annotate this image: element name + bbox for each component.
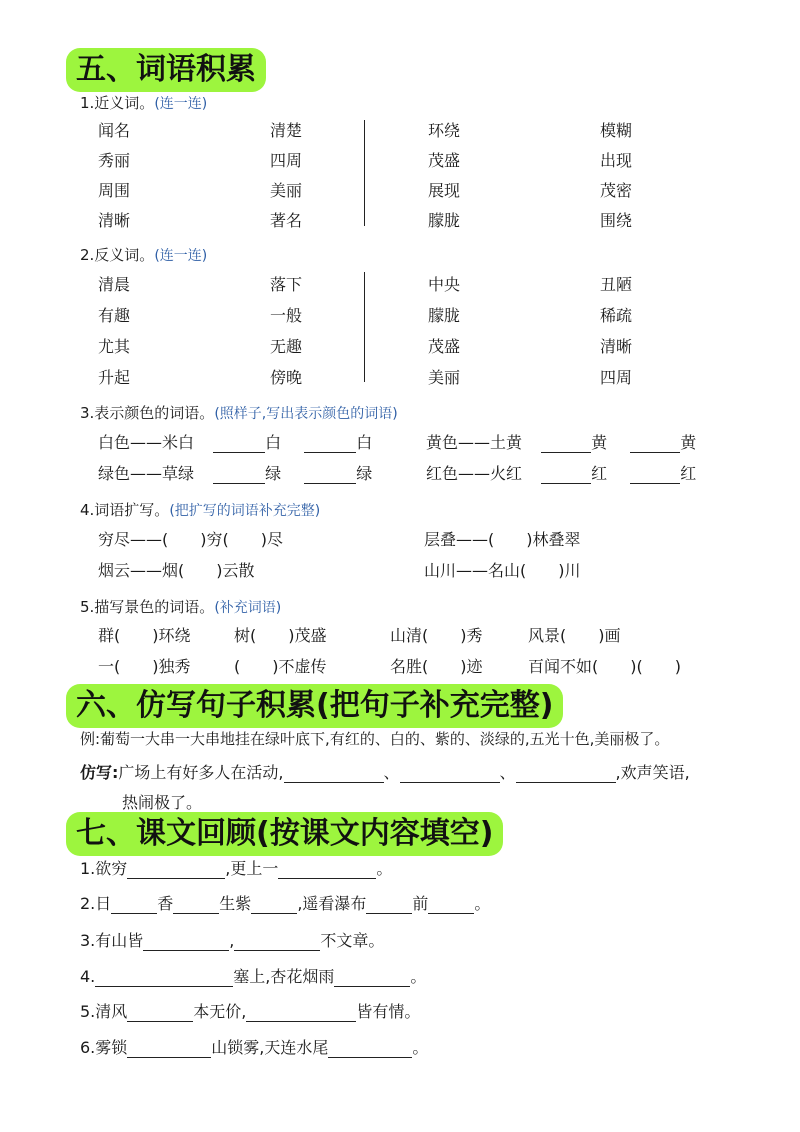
- q1-divider: [364, 120, 365, 226]
- recall-line-3: [80, 928, 384, 951]
- q4-title: [80, 499, 320, 520]
- q3-row-1-right: [426, 430, 696, 453]
- q5-item[interactable]: 树( )茂盛: [234, 626, 327, 645]
- recall-text: 。: [376, 859, 393, 878]
- q2-word[interactable]: 尤其: [98, 337, 131, 356]
- q1-word[interactable]: 四周: [270, 151, 303, 170]
- q4-item[interactable]: 层叠——( )林叠翠: [424, 530, 581, 549]
- q1-word[interactable]: 著名: [270, 211, 303, 230]
- imitation-blank[interactable]: [516, 766, 616, 783]
- recall-text: 香: [157, 894, 174, 913]
- q2-word[interactable]: 茂盛: [428, 337, 461, 356]
- q5-item[interactable]: 百闻不如( )( ): [528, 657, 681, 676]
- q3-blank[interactable]: [213, 436, 265, 453]
- q1-title-text: 1.近义词。: [80, 94, 155, 112]
- q3-blank[interactable]: [304, 467, 356, 484]
- q5-item[interactable]: 风景( )画: [528, 626, 621, 645]
- recall-blank[interactable]: [278, 862, 376, 879]
- q3-char: 白: [356, 433, 373, 452]
- imitation-text-b: ,欢声笑语,: [615, 763, 690, 782]
- recall-blank[interactable]: [234, 934, 320, 951]
- q1-word[interactable]: 秀丽: [98, 151, 131, 170]
- q2-divider: [364, 272, 365, 382]
- q5-item[interactable]: ( )不虚传: [234, 657, 327, 676]
- q5-item[interactable]: 一( )独秀: [98, 657, 191, 676]
- recall-blank[interactable]: [143, 934, 229, 951]
- q3-char: 绿: [356, 464, 373, 483]
- q3-title: [80, 402, 398, 423]
- q2-word[interactable]: 清晨: [98, 275, 131, 294]
- q3-row-2-right: [426, 461, 696, 484]
- recall-text: 塞上,杏花烟雨: [233, 967, 335, 986]
- q2-word[interactable]: 升起: [98, 368, 131, 387]
- q1-word[interactable]: 朦胧: [428, 211, 461, 230]
- q2-word[interactable]: 丑陋: [600, 275, 633, 294]
- recall-text: ,: [229, 931, 235, 950]
- recall-text: 6.雾锁: [80, 1038, 128, 1057]
- q3-blank[interactable]: [213, 467, 265, 484]
- imitation-sep: 、: [499, 763, 516, 782]
- recall-blank[interactable]: [246, 1005, 356, 1022]
- recall-text: 。: [410, 967, 427, 986]
- q3-row-1: [98, 430, 372, 453]
- recall-blank[interactable]: [366, 897, 412, 914]
- q4-hint: (把扩写的词语补充完整): [169, 503, 321, 519]
- q1-word[interactable]: 茂盛: [428, 151, 461, 170]
- q3-example: 绿色——草绿: [98, 464, 195, 483]
- q2-word[interactable]: 四周: [600, 368, 633, 387]
- q1-word[interactable]: 出现: [600, 151, 633, 170]
- q4-item[interactable]: 穷尽——( )穷( )尽: [98, 530, 283, 549]
- recall-text: 。: [412, 1038, 429, 1057]
- q1-word[interactable]: 闻名: [98, 121, 131, 140]
- recall-blank[interactable]: [95, 970, 233, 987]
- recall-blank[interactable]: [127, 1005, 193, 1022]
- q4-item[interactable]: 烟云——烟( )云散: [98, 561, 255, 580]
- q3-title-text: 3.表示颜色的词语。: [80, 404, 215, 422]
- section-7-heading: 七、课文回顾(按课文内容填空): [66, 812, 503, 856]
- q1-word[interactable]: 茂密: [600, 181, 633, 200]
- recall-blank[interactable]: [173, 897, 219, 914]
- recall-text: 3.有山皆: [80, 931, 144, 950]
- q5-item[interactable]: 山清( )秀: [390, 626, 483, 645]
- q2-word[interactable]: 稀疏: [600, 306, 633, 325]
- q2-word[interactable]: 清晰: [600, 337, 633, 356]
- recall-blank[interactable]: [334, 970, 410, 987]
- imitation-example: 例:葡萄一大串一大串地挂在绿叶底下,有红的、白的、紫的、淡绿的,五光十色,美丽极了。: [80, 730, 670, 748]
- recall-blank[interactable]: [111, 897, 157, 914]
- q3-blank[interactable]: [630, 436, 680, 453]
- recall-text: 前: [412, 894, 429, 913]
- recall-line-4: [80, 964, 426, 987]
- recall-text: 。: [474, 894, 491, 913]
- imitation-label: 仿写:: [80, 763, 119, 782]
- recall-text: 本无价,: [193, 1002, 247, 1021]
- q3-char: 红: [680, 464, 697, 483]
- q3-char: 黄: [591, 433, 608, 452]
- q2-title-text: 2.反义词。: [80, 246, 155, 264]
- q3-hint: (照样子,写出表示颜色的词语): [214, 406, 398, 422]
- q1-word[interactable]: 清晰: [98, 211, 131, 230]
- recall-blank[interactable]: [328, 1041, 412, 1058]
- recall-text: 皆有情。: [356, 1002, 421, 1021]
- q2-word[interactable]: 朦胧: [428, 306, 461, 325]
- q2-title: [80, 244, 207, 265]
- section-6-heading: 六、仿写句子积累(把句子补充完整): [66, 684, 563, 728]
- q1-word[interactable]: 模糊: [600, 121, 633, 140]
- recall-text: 不文章。: [320, 931, 385, 950]
- recall-text: ,遥看瀑布: [297, 894, 367, 913]
- q1-word[interactable]: 周围: [98, 181, 131, 200]
- q5-item[interactable]: 群( )环绕: [98, 626, 191, 645]
- q3-blank[interactable]: [541, 467, 591, 484]
- q3-char: 绿: [265, 464, 282, 483]
- recall-line-2: [80, 891, 490, 914]
- q2-word[interactable]: 中央: [428, 275, 461, 294]
- recall-blank[interactable]: [251, 897, 297, 914]
- q1-word[interactable]: 清楚: [270, 121, 303, 140]
- q3-example: 白色——米白: [98, 433, 195, 452]
- imitation-sep: 、: [383, 763, 400, 782]
- q3-char: 红: [591, 464, 608, 483]
- q2-hint: (连一连): [154, 248, 208, 264]
- recall-text: 5.清风: [80, 1002, 128, 1021]
- imitation-text-a: 广场上有好多人在活动,: [118, 763, 284, 782]
- recall-text: ,更上一: [225, 859, 279, 878]
- recall-text: 生紫: [219, 894, 252, 913]
- recall-line-1: [80, 856, 392, 879]
- q1-word[interactable]: 展现: [428, 181, 461, 200]
- q3-row-2: [98, 461, 372, 484]
- recall-text: 1.欲穷: [80, 859, 128, 878]
- q4-title-text: 4.词语扩写。: [80, 501, 170, 519]
- imitation-text-c: 热闹极了。: [122, 793, 203, 812]
- q5-title: [80, 596, 281, 617]
- recall-line-5: [80, 999, 420, 1022]
- q3-char: 白: [265, 433, 282, 452]
- q1-hint: (连一连): [154, 96, 208, 112]
- q1-word[interactable]: 美丽: [270, 181, 303, 200]
- q3-example: 黄色——土黄: [426, 433, 523, 452]
- q2-word[interactable]: 无趣: [270, 337, 303, 356]
- section-5-heading: 五、词语积累: [66, 48, 266, 92]
- recall-blank[interactable]: [428, 897, 474, 914]
- recall-blank[interactable]: [127, 862, 225, 879]
- imitation-line: [80, 760, 690, 783]
- q5-hint: (补充词语): [214, 600, 282, 616]
- q2-word[interactable]: 傍晚: [270, 368, 303, 387]
- q3-example: 红色——火红: [426, 464, 523, 483]
- q3-char: 黄: [680, 433, 697, 452]
- q1-word[interactable]: 环绕: [428, 121, 461, 140]
- recall-blank[interactable]: [127, 1041, 211, 1058]
- q1-title: [80, 92, 207, 113]
- q5-item[interactable]: 名胜( )迹: [390, 657, 483, 676]
- q2-word[interactable]: 有趣: [98, 306, 131, 325]
- recall-line-6: [80, 1035, 428, 1058]
- q3-blank[interactable]: [630, 467, 680, 484]
- q3-blank[interactable]: [541, 436, 591, 453]
- imitation-blank[interactable]: [284, 766, 384, 783]
- imitation-blank[interactable]: [400, 766, 500, 783]
- q5-title-text: 5.描写景色的词语。: [80, 598, 215, 616]
- q2-word[interactable]: 美丽: [428, 368, 461, 387]
- recall-text: 2.日: [80, 894, 112, 913]
- q4-item[interactable]: 山川——名山( )川: [424, 561, 581, 580]
- q2-word[interactable]: 一般: [270, 306, 303, 325]
- recall-text: 山锁雾,天连水尾: [211, 1038, 329, 1057]
- q2-word[interactable]: 落下: [270, 275, 303, 294]
- q1-word[interactable]: 围绕: [600, 211, 633, 230]
- recall-text: 4.: [80, 967, 96, 986]
- q3-blank[interactable]: [304, 436, 356, 453]
